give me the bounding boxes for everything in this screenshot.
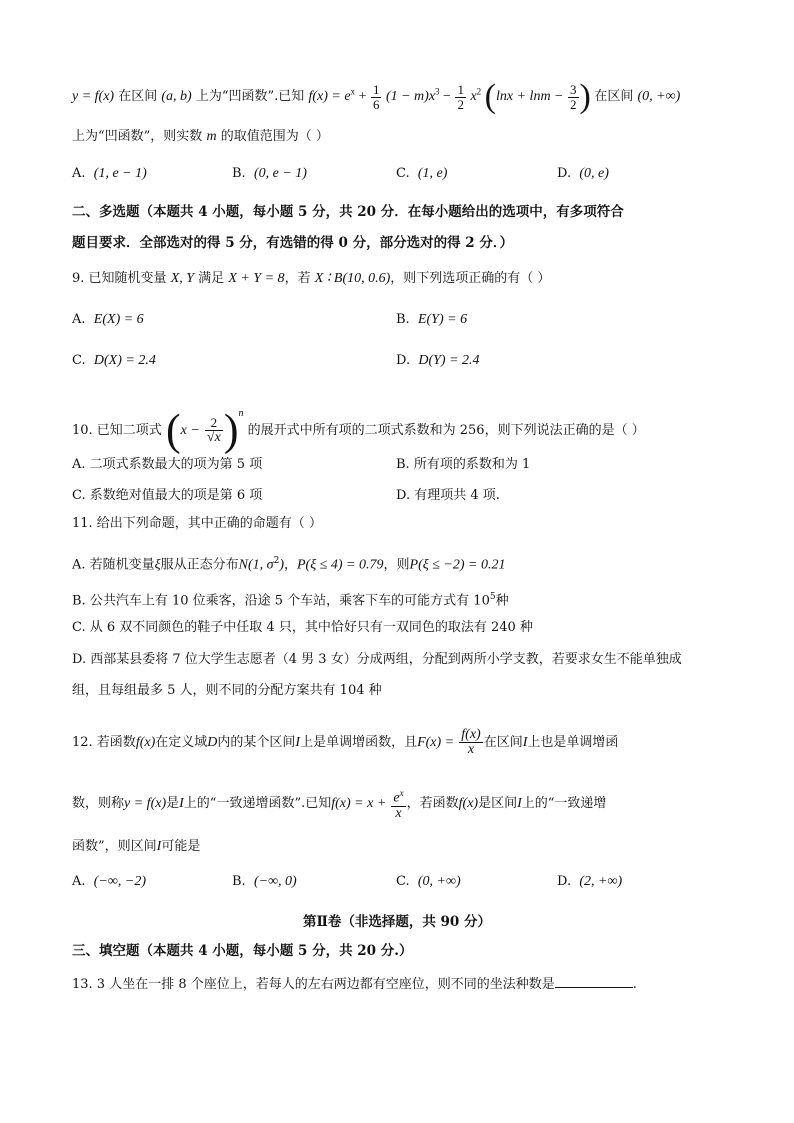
q8-line2 (72, 128, 724, 146)
q9-option-c-label: C. (72, 353, 86, 368)
q9-option-c-value: D(X) = 2.4 (93, 353, 156, 368)
q12-l3a: 函数”，则区间 (72, 839, 157, 854)
q8-func: y = f(x) (72, 89, 115, 105)
q12-l2i: 是区间 (478, 795, 518, 811)
q9-stem (72, 270, 724, 288)
q13-end: . (632, 977, 637, 992)
section2-header-line1: 二、多选题（本题共 4 小题，每小题 5 分，共 20 分．在每小题给出的选项中，有多项符合 (72, 204, 624, 220)
q12-option-c[interactable] (396, 874, 461, 890)
q12-frac2-num (391, 786, 405, 807)
q12-l1h: F(x) = (417, 735, 455, 750)
q10-t1: 10. 已知二项式 (72, 423, 162, 438)
q9-option-d[interactable] (396, 353, 480, 369)
q8-frac2 (455, 83, 466, 112)
q8-option-d[interactable] (557, 166, 609, 182)
q12-option-b-label: B. (232, 874, 246, 889)
q8-line2-end: 的取值范围为（ ） (220, 129, 329, 144)
q12-l2k: 上的“一致递增 (521, 795, 607, 811)
q8-term2: (1 − m)x (385, 89, 436, 105)
q10-frac (205, 416, 223, 445)
q11-a-prob2: P(ξ ≤ −2) = 0.21 (409, 557, 506, 573)
q8-frac1-num: 1 (372, 81, 380, 97)
q12-l3c: 可能是 (161, 839, 201, 854)
q13-text: 13. 3 人坐在一排 8 个座位上，若每人的左右两边都有空座位，则不同的坐法种数是 (72, 977, 555, 992)
q8-text-m: 在区间 (594, 89, 634, 105)
q10-frac-den: √x (206, 430, 221, 445)
q8-frac2-num: 1 (457, 81, 464, 97)
q8-paren-open: ( (484, 78, 496, 115)
q8-option-b[interactable] (232, 166, 307, 182)
q9-option-a-label: A. (72, 312, 86, 327)
q8-minus: − (443, 89, 451, 105)
q10-option-b[interactable]: B. 所有项的系数和为 1 (396, 457, 531, 472)
q10-option-a[interactable]: A. 二项式系数最大的项为第 5 项 (72, 457, 263, 472)
part2-title: 第Ⅱ卷（非选择题，共 90 分） (302, 914, 492, 930)
q9-dist: X ∶ B(10, 0.6) (314, 271, 391, 286)
q12-l2g: ，若函数 (406, 795, 459, 811)
q10-expr-x: x − (180, 423, 200, 438)
q8-x: x (470, 89, 477, 105)
q12-l2h: f(x) (458, 795, 479, 811)
q8-line2-text: 上为“凹函数”，则实数 (72, 129, 203, 144)
q8-frac3 (568, 83, 579, 112)
q8-exp-3: 3 (435, 86, 440, 97)
q12-frac1-num: f(x) (461, 727, 481, 742)
q11-option-c[interactable]: C. 从 6 双不同颜色的鞋子中任取 4 只，其中恰好只有一双同色的取法有 240 种 (72, 620, 533, 635)
q12-l2a: 数，则称 (72, 795, 125, 811)
q10-paren-close: ) (223, 405, 239, 455)
q11-b-text: B. 公共汽车上有 10 位乘客，沿途 5 个车站，乘客下车的可能方式有 10 (72, 593, 490, 609)
q9-vars: X, Y (170, 271, 195, 286)
q8-interval-ab: (a, b) (161, 89, 192, 105)
q12-line3 (72, 838, 724, 856)
q8-plus: + (358, 89, 367, 105)
q8-option-b-value: (0, e − 1) (253, 166, 307, 181)
q12-l3b: I (156, 839, 162, 854)
q11-a-comma: ， (283, 557, 297, 573)
q12-frac1 (459, 728, 482, 757)
q8-option-a[interactable] (72, 166, 147, 182)
q10-frac-num: 2 (205, 416, 223, 431)
q11-a-t1: A. 若随机变量 (72, 557, 155, 573)
q11-a-close: ) (279, 557, 284, 573)
q12-option-c-value: (0, +∞) (417, 874, 461, 889)
q10-paren-open: ( (165, 405, 181, 455)
section3-header: 三、填空题（本题共 4 小题，每小题 5 分，共 20 分.） (72, 943, 413, 959)
q8-frac2-den: 2 (457, 96, 464, 112)
q12-l2j: I (517, 795, 522, 811)
q12-frac2 (391, 786, 405, 821)
q8-ln-term: lnx + lnm − (496, 89, 564, 105)
q9-option-b-label: B. (396, 312, 410, 327)
q8-exp-x: x (350, 86, 356, 97)
q8-var-m: m (206, 129, 217, 144)
q8-text-a: 在区间 (118, 89, 158, 105)
q9-option-b[interactable] (396, 312, 467, 328)
q12-l1a: 12. 若函数 (72, 735, 136, 750)
q8-option-c-label: C. (396, 166, 410, 181)
q9-t5: ，若 (284, 271, 311, 286)
q8-text-c: 上为“凹函数”.已知 (195, 89, 305, 105)
q10-option-c[interactable]: C. 系数绝对值最大的项是第 6 项 (72, 488, 263, 503)
q12-option-c-label: C. (396, 874, 410, 889)
q8-frac1 (371, 83, 382, 112)
q12-frac2-den: x (395, 805, 402, 821)
q12-l2d: I (179, 795, 184, 811)
q9-option-a-value: E(X) = 6 (93, 312, 144, 327)
q12-option-b[interactable] (232, 874, 297, 890)
q12-frac2-e: e (393, 790, 400, 806)
q8-paren-close: ) (579, 78, 591, 115)
q11-a-sup: 2 (273, 556, 280, 566)
q11-option-a[interactable] (72, 552, 724, 574)
q11-a-t3: 服从正态分布 (160, 557, 239, 573)
q11-a-then: ，则 (383, 557, 410, 573)
q12-l1d: D (207, 735, 218, 750)
q12-l1c: 在定义域 (155, 735, 208, 750)
q12-l1k: 上也是单调增函 (527, 735, 619, 750)
q12-l1j: I (522, 735, 528, 750)
q8-option-a-value: (1, e − 1) (93, 166, 147, 181)
q12-l2c: 是 (166, 795, 180, 811)
q8-option-d-label: D. (557, 166, 572, 181)
q12-option-a-value: (−∞, −2) (93, 874, 146, 889)
q10-exp-n: n (238, 408, 244, 419)
q12-l1f: I (295, 735, 301, 750)
q12-option-a-label: A. (72, 874, 86, 889)
q9-option-c[interactable] (72, 353, 156, 369)
q11-a-xi: ξ (154, 557, 161, 573)
q8-line1 (72, 78, 724, 115)
q8-frac3-den: 2 (570, 96, 577, 112)
q9-t3: 满足 (198, 271, 225, 286)
q8-option-b-label: B. (232, 166, 246, 181)
q10-t2: 的展开式中所有项的二项式系数和为 256，则下列说法正确的是（ ） (247, 423, 645, 438)
q12-option-d-label: D. (557, 874, 572, 889)
q12-l2e: 上的“一致递增函数”.已知 (183, 795, 332, 811)
q12-l1b: f(x) (135, 735, 156, 750)
q9-option-d-label: D. (396, 353, 411, 368)
q8-frac3-num: 3 (570, 81, 577, 97)
q8-exp-2: 2 (476, 86, 482, 97)
q12-frac1-den: x (467, 742, 475, 757)
q8-formula-fx: f(x) = e (308, 89, 351, 105)
q13-stem (72, 973, 724, 994)
q8-option-a-label: A. (72, 166, 86, 181)
q12-l2f: f(x) = x + (331, 795, 387, 811)
q12-l1e: 内的某个区间 (217, 735, 296, 750)
q8-option-c[interactable] (396, 166, 447, 182)
q12-l1i: 在区间 (483, 735, 523, 750)
q13-answer-blank[interactable] (555, 973, 633, 988)
q10-option-d[interactable]: D. 有理项共 4 项. (396, 488, 500, 503)
q12-l2b: y = f(x) (124, 795, 167, 811)
q11-option-b[interactable] (72, 588, 724, 610)
q9-t1: 9. 已知随机变量 (72, 271, 167, 286)
q8-option-c-value: (1, e) (417, 166, 448, 181)
q8-interval-0inf: (0, +∞) (637, 89, 681, 105)
q12-l1g: 上是单调增函数，且 (300, 735, 418, 750)
q11-option-d-line1[interactable]: D. 西部某县委将 7 位大学生志愿者（4 男 3 女）分成两组，分配到两所小学支教，若要求女生不能单独成 (72, 652, 682, 667)
q12-line1 (72, 726, 724, 760)
q11-b-sup: 5 (489, 592, 496, 602)
section2-header-line2: 题目要求．全部选对的得 5 分，有选错的得 0 分，部分选对的得 2 分．） (72, 235, 514, 251)
q9-option-b-value: E(Y) = 6 (417, 312, 468, 327)
q8-frac1-den: 6 (372, 96, 380, 112)
q12-line2 (72, 786, 724, 821)
q10-stem (72, 396, 724, 455)
q11-a-normal: N(1, σ (238, 557, 274, 573)
q12-option-b-value: (−∞, 0) (253, 874, 297, 889)
q11-option-d-line2[interactable]: 组，且每组最多 5 人，则不同的分配方案共有 104 种 (72, 683, 382, 698)
q9-option-d-value: D(Y) = 2.4 (418, 353, 480, 368)
q9-sum: X + Y = 8 (228, 271, 285, 286)
q9-option-a[interactable] (72, 312, 144, 328)
q9-t7: ，则下列选项正确的有（ ） (390, 271, 551, 286)
q8-formula (308, 78, 594, 115)
q12-frac2-sup: x (399, 788, 404, 798)
q11-stem: 11. 给出下列命题，其中正确的命题有（ ） (72, 516, 322, 531)
q12-option-a[interactable] (72, 874, 146, 890)
q11-b-end: 种 (495, 593, 509, 609)
q12-option-d[interactable] (557, 874, 622, 890)
q12-option-d-value: (2, +∞) (579, 874, 623, 889)
q8-option-d-value: (0, e) (579, 166, 609, 181)
q11-a-prob1: P(ξ ≤ 4) = 0.79 (297, 557, 384, 573)
